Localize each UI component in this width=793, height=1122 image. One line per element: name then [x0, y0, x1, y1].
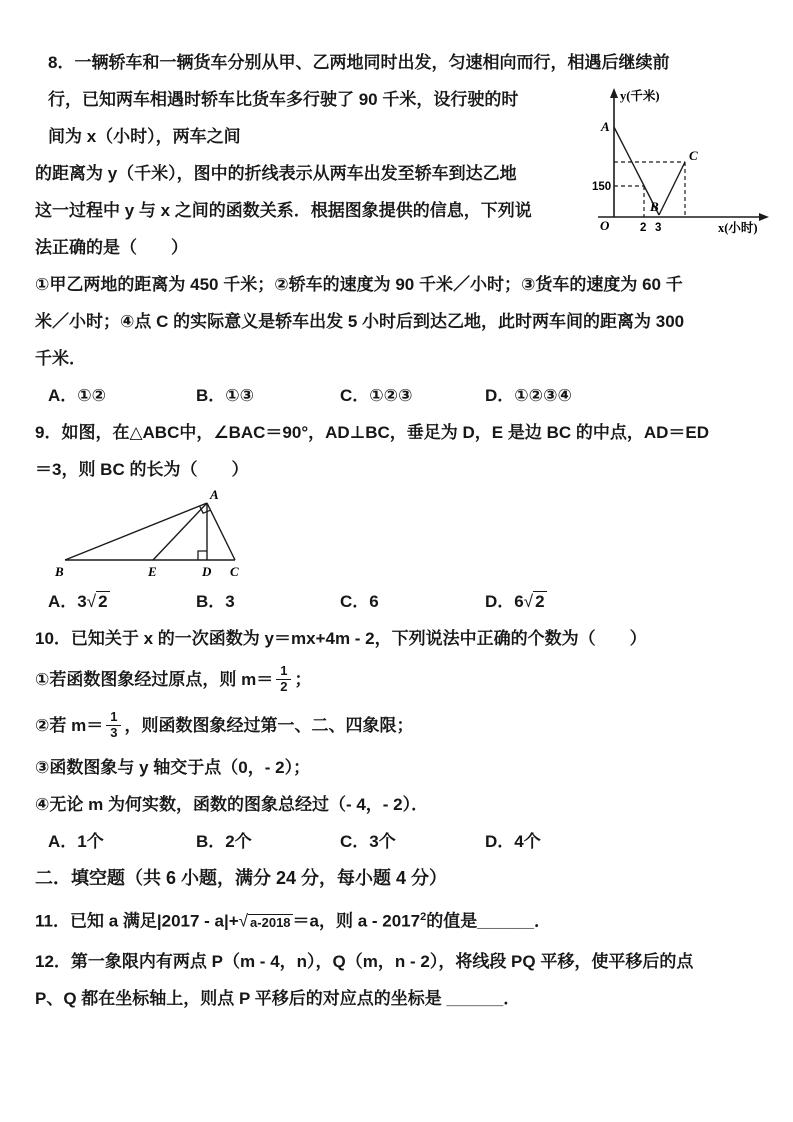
fraction: $\frac{1}{3}$ [106, 710, 121, 741]
q10-statement-2: ②若 m＝ $\frac{1}{3}$ ，则函数图象经过第一、二、四象限； [35, 708, 414, 740]
q8-line: 8．一辆轿车和一辆货车分别从甲、乙两地同时出发，匀速相向而行，相遇后继续前 [48, 53, 670, 72]
q12-line: 12．第一象限内有两点 P（m - 4，n），Q（m，n - 2），将线段 PQ 平移，使平移后的点 [35, 951, 694, 971]
q10-option-d: D．4个 [485, 832, 541, 851]
q8-line: 的距离为 y（千米），图中的折线表示从两车出发至轿车到达乙地 [35, 164, 517, 183]
graph-point-c-label: C [689, 148, 698, 163]
question-11: 11．已知 a 满足|2017 - a|+√ a-2018 ＝a，则 a - 2017$^2$的值是______． [35, 911, 551, 931]
q8-option-c: C．①②③ [340, 386, 413, 405]
triangle-b-label: B [55, 564, 64, 579]
graph-x-axis-label: x(小时) [718, 221, 758, 235]
q8-line: 这一过程中 y 与 x 之间的函数关系．根据图象提供的信息，下列说 [35, 201, 532, 220]
q12-line: P、Q 都在坐标轴上，则点 P 平移后的对应点的坐标是 ______． [35, 988, 521, 1008]
q8-line: 法正确的是（ ） [35, 238, 188, 257]
q9-option-b: B．3 [196, 592, 235, 611]
distance-time-graph [592, 82, 782, 245]
graph-point-a-label: A [601, 119, 610, 134]
question-9 [35, 414, 765, 620]
triangle-figure [53, 488, 765, 583]
q10-statement-3: ③函数图象与 y 轴交于点（0，- 2）； [35, 758, 311, 777]
superscript-2: 2 [420, 911, 427, 923]
q10-option-c: C．3个 [340, 832, 396, 851]
triangle-d-label: D [202, 564, 212, 579]
triangle-c-label: C [230, 564, 239, 579]
q8-line: 行，已知两车相遇时轿车比货车多行驶了 90 千米，设行驶的时 [48, 90, 519, 109]
q8-statement-end: 千米． [35, 349, 86, 368]
q8-option-a: A．①② [48, 386, 107, 405]
graph-y-axis-label: y(千米) [620, 89, 660, 103]
q9-line: 9．如图，在△ABC中，∠BAC＝90°，AD⊥BC，垂足为 D，E 是边 BC 的中点，AD＝ED [35, 423, 710, 442]
q8-statement-4: 米／小时；④点 C 的实际意义是轿车出发 5 小时后到达乙地，此时两车间的距离为 300 [35, 312, 685, 331]
graph-y-tick-150: 150 [592, 181, 612, 193]
q9-option-d: D．6√ 2 [485, 592, 545, 611]
triangle-e-label: E [148, 564, 157, 579]
fraction: $\frac{1}{2}$ [276, 664, 291, 695]
question-10 [35, 620, 765, 860]
answer-blank: ______ [477, 911, 534, 931]
q10-options [35, 823, 765, 860]
q8-option-b: B．①③ [196, 386, 255, 405]
q8-option-d: D．①②③④ [485, 386, 572, 405]
graph-x-tick-3: 3 [655, 222, 662, 234]
q10-statement-1: ①若函数图象经过原点，则 m＝ $\frac{1}{2}$ ； [35, 662, 312, 694]
q10-statement-4: ④无论 m 为何实数，函数的图象总经过（- 4，- 2）． [35, 795, 429, 814]
q10-option-a: A．1个 [48, 832, 104, 851]
q10-stem: 10．已知关于 x 的一次函数为 y＝mx+4m - 2，下列说法中正确的个数为（ ） [35, 629, 647, 648]
q9-line: ＝3，则 BC 的长为（ ） [35, 460, 249, 479]
radical-expression: a-2018 [250, 914, 291, 930]
graph-point-b-label: B [650, 199, 659, 214]
q9-options [35, 583, 765, 620]
q9-option-a: A．3√ 2 [48, 592, 108, 611]
question-12 [35, 943, 765, 1017]
graph-origin-label: O [600, 218, 610, 233]
section-2-title: 二．填空题（共 6 小题，满分 24 分，每小题 4 分） [35, 868, 448, 888]
q8-line: 间为 x（小时），两车之间 [48, 127, 241, 146]
q8-statement-1-2-3: ①甲乙两地的距离为 450 千米；②轿车的速度为 90 千米／小时；③货车的速度为 60 千 [35, 275, 683, 294]
q10-option-b: B．2个 [196, 832, 252, 851]
q9-option-c: C．6 [340, 592, 379, 611]
triangle-a-label: A [210, 488, 219, 502]
graph-x-tick-2: 2 [640, 222, 647, 234]
q8-options [35, 377, 765, 414]
